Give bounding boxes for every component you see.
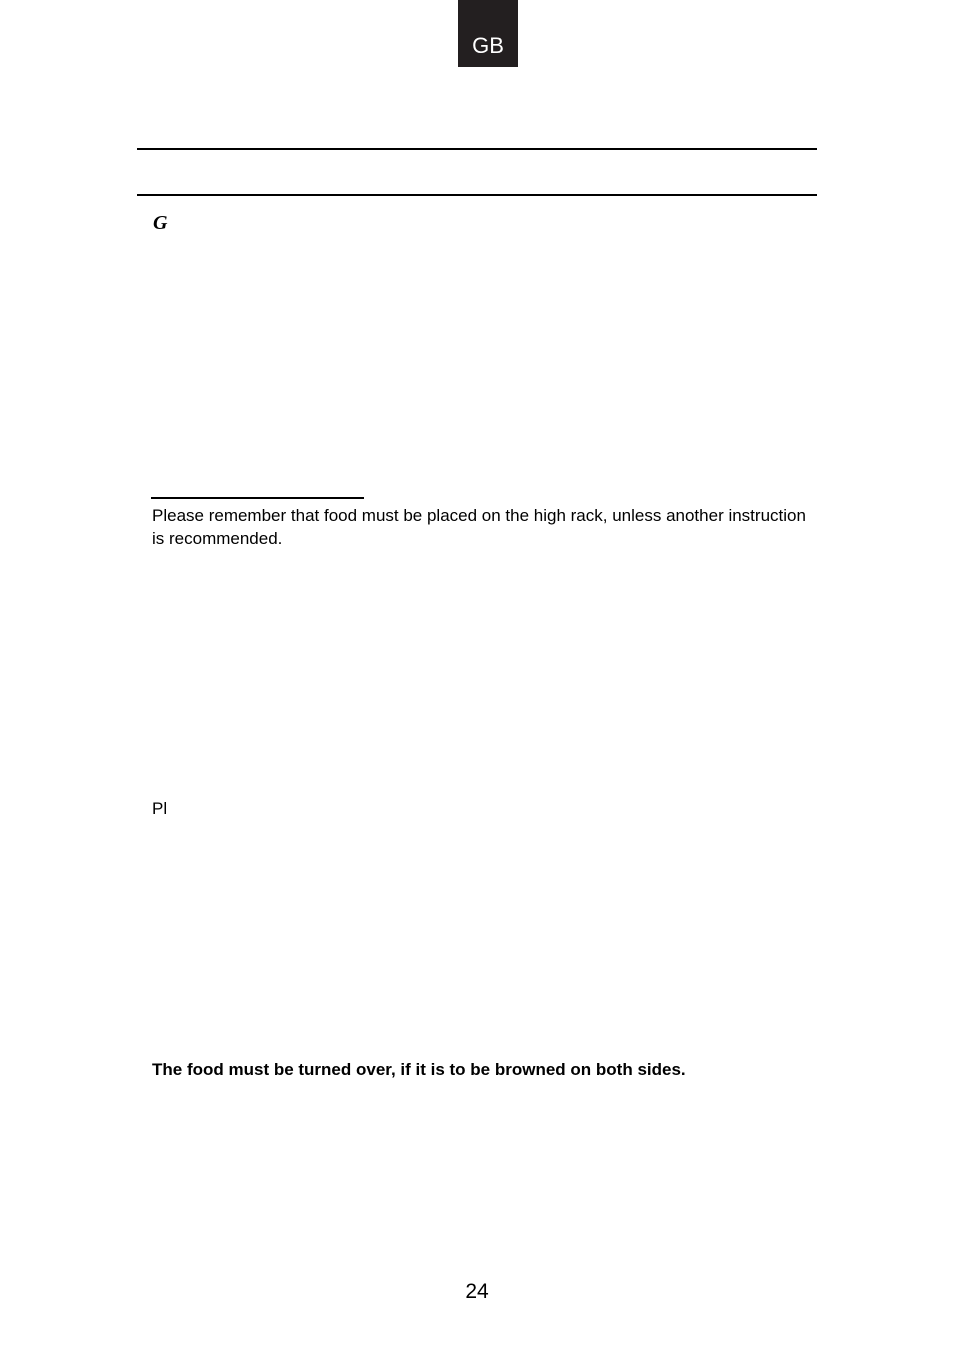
text-fragment: Pl	[152, 799, 168, 818]
rack-note: Please remember that food must be placed on the high rack, unless another instruction is recommended.	[152, 506, 806, 548]
page-number: 24	[465, 1280, 489, 1303]
header-rule-top	[137, 148, 817, 150]
turn-over-note: The food must be turned over, if it is to be browned on both sides.	[152, 1060, 686, 1079]
section-letter: G	[153, 212, 168, 234]
language-tab	[458, 0, 518, 67]
language-tab-label: GB	[472, 33, 504, 58]
note-rule	[151, 497, 364, 499]
header-rule-bottom	[137, 194, 817, 196]
